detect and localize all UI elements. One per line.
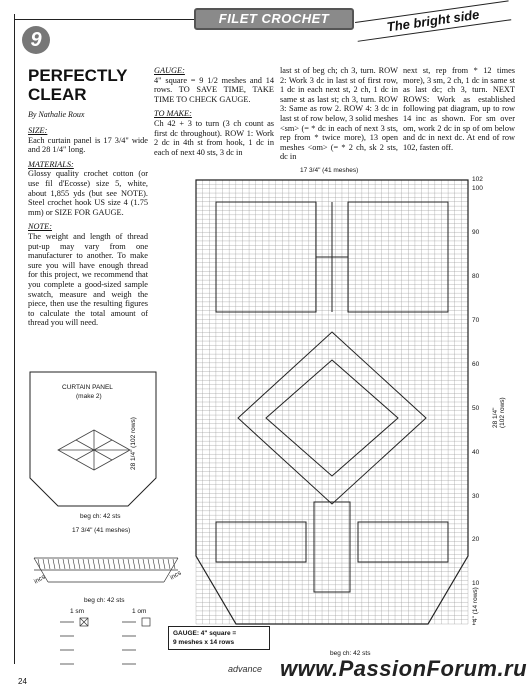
bright-side-label: The bright side: [355, 0, 511, 41]
edge-beg-chain: beg ch: 42 sts: [84, 597, 125, 604]
curtain-panel-schematic: [28, 370, 158, 512]
size-heading: SIZE:: [28, 126, 48, 135]
stitch-key-symbols: [56, 616, 166, 670]
panel-height: 28 1/4" (102 rows): [130, 417, 137, 470]
chart-width-label: 17 3/4" (41 meshes): [300, 167, 359, 174]
section-banner: FILET CROCHET: [194, 8, 354, 30]
row-label: 60: [472, 360, 480, 368]
edge-stitch-diagram: [28, 548, 188, 596]
gauge-text: 4" square = 9 1/2 meshes and 14 rows. TO SAVE TIME, TAKE TIME TO CHECK GAUGE.: [154, 75, 274, 104]
to-make-text-2: last st of beg ch; ch 3, turn. ROW 2: Work 3 dc in last st of first row, 1 dc in each next st, 2 ch, 1 dc in same st as last st; ch 3, turn. ROW 3: Same as row 2. ROW 4: 3 dc in last st of row below, 3 solid meshes <sm> (= * dc in each of next 3 sts, rep from * twice more), 13 open meshes <om> (= * 2 ch, sk 2 sts, dc in: [280, 66, 398, 162]
gauge-line-1: GAUGE: 4" square =: [173, 630, 237, 637]
title-line-2: CLEAR: [28, 85, 87, 104]
top-rule: [14, 19, 194, 20]
chart-bottom-height-label: 4" (14 rows): [472, 587, 479, 622]
row-label: 80: [472, 272, 480, 280]
row-label: 102: [472, 176, 483, 183]
panel-beg-chain: beg ch: 42 sts: [80, 513, 121, 520]
filet-chart: [186, 162, 486, 662]
size-text: Each curtain panel is 17 3/4" wide and 28 1/4" long.: [28, 135, 148, 155]
chart-height-label: 28 1/4" (102 rows): [492, 397, 506, 428]
row-label: 90: [472, 228, 480, 236]
gauge-box: [168, 626, 270, 650]
row-label: 70: [472, 316, 480, 324]
row-label: 10: [472, 580, 480, 588]
row-label: 100: [472, 184, 483, 192]
column-2: [154, 66, 274, 162]
title-line-1: PERFECTLY: [28, 66, 128, 85]
key-solid-mesh: 1 sm: [70, 608, 85, 615]
note-text: The weight and length of thread put-up may vary from one manufacturer to another. To make sure you will have enough thread for this project, we recommend that you complete a good-sized sample swatch, measure and weigh the piece, then use the resulting figures to calculate the total amount of thread you will need.: [28, 231, 148, 328]
panel-subtitle: (make 2): [76, 393, 102, 400]
panel-title: CURTAIN PANEL: [62, 384, 113, 391]
to-make-text-3: next st, rep from * 12 times more), 3 sm, 2 ch, 1 dc in same st as last dc; ch 3, turn. NEXT ROWS: Work as established following pat diagram, up to row 14 inc as shown. For sm over om, work 2 dc in sp of om below and dc in next dc. At end of row 102, fasten off.: [403, 66, 515, 152]
materials-text: Glossy quality crochet cotton (or use fil d'Ecosse) size 5, white, about 1,855 yds (but see NOTE). Steel crochet hook US size 4 (1.75 mm) or SIZE FOR GAUGE.: [28, 169, 148, 217]
gauge-heading: GAUGE:: [154, 66, 185, 75]
byline: By Nathalie Roux: [28, 110, 85, 119]
column-3: [280, 66, 398, 167]
materials-heading: MATERIALS:: [28, 159, 74, 169]
to-make-heading: TO MAKE:: [154, 109, 192, 119]
column-1: [28, 126, 148, 333]
key-open-mesh: 1 om: [132, 608, 147, 615]
pattern-title: [28, 66, 148, 104]
inc-right-label: incs: [169, 569, 183, 582]
chart-beg-chain: beg ch: 42 sts: [330, 650, 371, 657]
inc-left-label: incs: [33, 573, 47, 586]
pattern-number: 9: [22, 26, 50, 54]
page-number: 24: [18, 677, 27, 686]
left-rule: [14, 14, 15, 664]
row-label: 30: [472, 492, 480, 500]
publisher-logo: advance: [228, 664, 263, 674]
panel-width: 17 3/4" (41 meshes): [72, 527, 131, 534]
note-heading: NOTE:: [28, 222, 52, 232]
watermark: www.PassionForum.ru: [280, 656, 527, 681]
row-label: 40: [472, 448, 480, 456]
column-4: [403, 66, 515, 157]
row-label: 20: [472, 536, 480, 544]
row-label: 1: [472, 620, 476, 627]
to-make-text-1: Ch 42 + 3 to turn (3 ch count as first dc throughout). ROW 1: Work 2 dc in 4th st from hook, 1 dc in each of next 40 sts, 3 dc in: [154, 118, 274, 157]
row-label: 50: [472, 404, 480, 412]
gauge-line-2: 9 meshes x 14 rows: [173, 639, 235, 646]
